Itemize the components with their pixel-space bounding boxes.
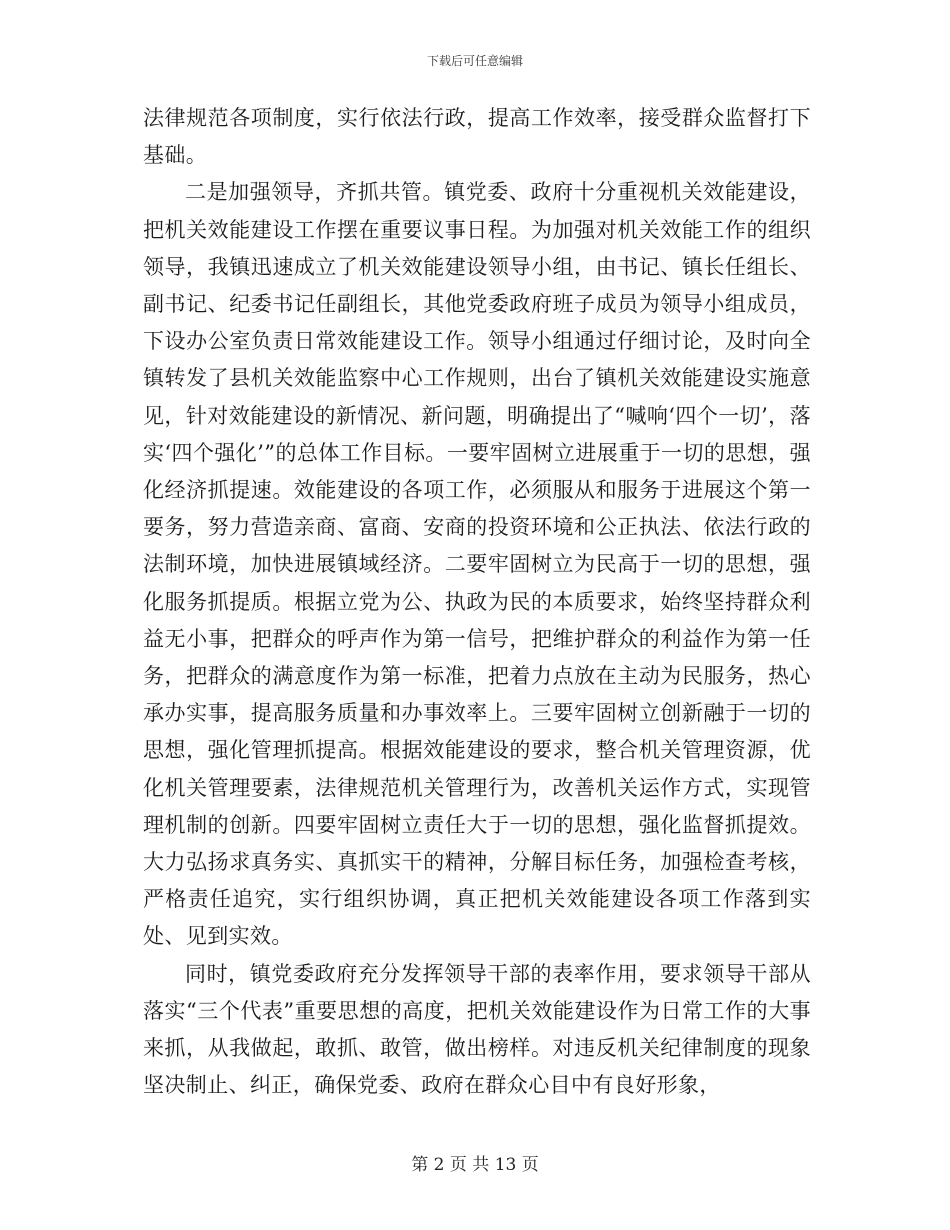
paragraph-3: 同时，镇党委政府充分发挥领导干部的表率作用，要求领导干部从落实“三个代表”重要思想的高度，把机关效能建设作为日常工作的大事来抓，从我做起，敢抓、敢管，做出榜样。对违反机关纪律制度的现象坚决制止、纠正，确保党委、政府在群众心目中有良好形象， [143, 961, 811, 1098]
paragraph-2: 二是加强领导，齐抓共管。镇党委、政府十分重视机关效能建设，把机关效能建设工作摆在重要议事日程。为加强对机关效能工作的组织领导，我镇迅速成立了机关效能建设领导小组，由书记、镇长任组长、副书记、纪委书记任副组长，其他党委政府班子成员为领导小组成员，下设办公室负责日常效能建设工作。领导小组通过仔细讨论，及时向全镇转发了县机关效能监察中心工作规则，出台了镇机关效能建设实施意见，针对效能建设的新情况、新问题，明确提出了“喊响‘四个一切’，落实‘四个强化’”的总体工作目标。一要牢固树立进展重于一切的思想，强化经济抓提速。效能建设的各项工作，必须服从和服务于进展这个第一要务，努力营造亲商、富商、安商的投资环境和公正执法、依法行政的法制环境，加快进展镇域经济。二要牢固树立为民高于一切的思想，强化服务抓提质。根据立党为公、执政为民的本质要求，始终坚持群众利益无小事，把群众的呼声作为第一信号，把维护群众的利益作为第一任务，把群众的满意度作为第一标准，把着力点放在主动为民服务，热心承办实事，提高服务质量和办事效率上。三要牢固树立创新融于一切的思想，强化管理抓提高。根据效能建设的要求，整合机关管理资源，优化机关管理要素，法律规范机关管理行为，改善机关运作方式，实现管理机制的创新。四要牢固树立责任大于一切的思想，强化监督抓提效。大力弘扬求真务实、真抓实干的精神，分解目标任务，加强检查考核，严格责任追究，实行组织协调，真正把机关效能建设各项工作落到实处、见到实效。 [143, 180, 811, 949]
paragraph-1: 法律规范各项制度，实行依法行政，提高工作效率，接受群众监督打下基础。 [143, 106, 811, 168]
document-body [143, 100, 811, 1104]
page-footer: 第 2 页 共 13 页 [411, 1155, 539, 1175]
page-header: 下载后可任意编辑 [426, 54, 523, 68]
